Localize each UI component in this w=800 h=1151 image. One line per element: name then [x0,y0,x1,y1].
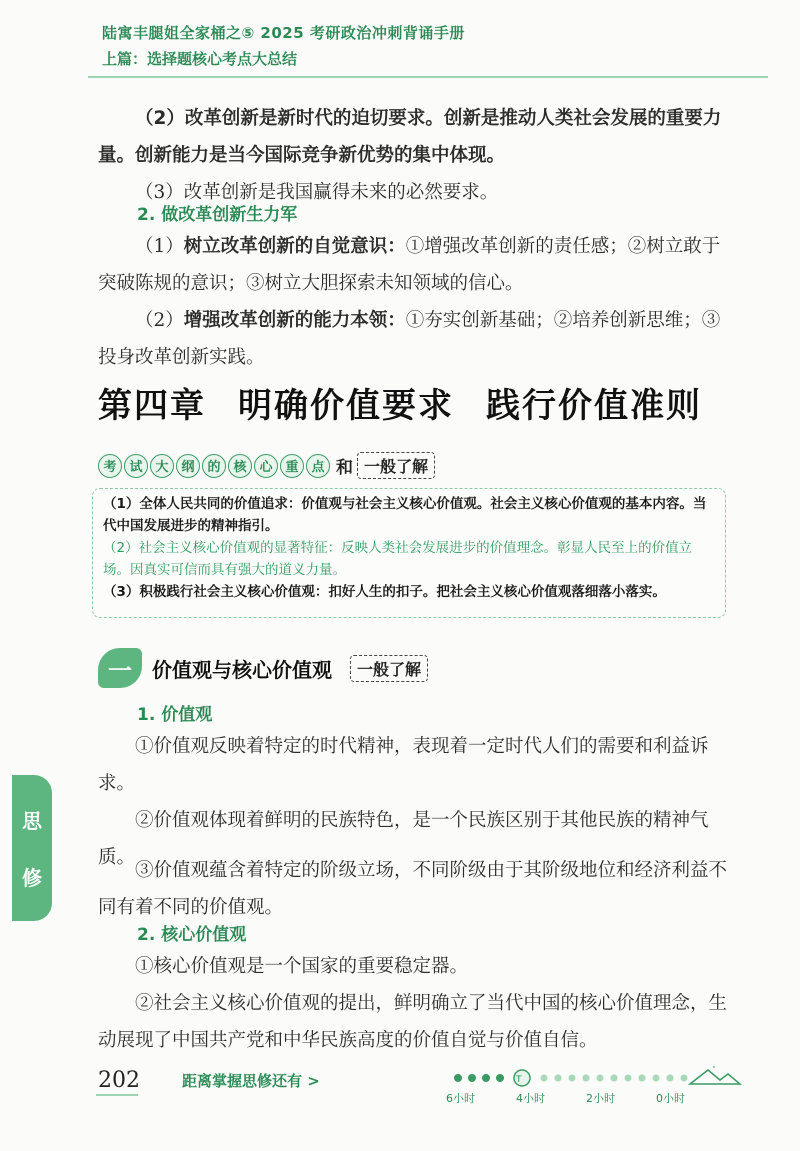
outline-point-1: （1）全体人民共同的价值追求：价值观与社会主义核心价值观。社会主义核心价值观的基本内容。当代中国发展进步的精神指引。 [103,496,707,534]
paragraph-core-1: ①核心价值观是一个国家的重要稳定器。 [135,956,469,977]
paragraph-awareness [98,228,730,302]
outline-label-row [98,452,435,479]
progress-caption: 距离掌握思修还有 > [182,1072,320,1090]
chapter-title-part1: 明确价值要求 [238,386,454,426]
progress-dot [482,1074,490,1082]
progress-tick-label: 0小时 [656,1092,685,1105]
outline-char: 纲 [176,454,200,478]
progress-tick-label: 2小时 [586,1092,615,1105]
progress-dot [625,1075,632,1082]
runner-icon [514,1070,530,1086]
outline-char: 核 [228,454,252,478]
item-prefix: （2） [135,310,184,331]
item-key: 树立改革创新的自觉意识： [183,236,406,257]
subheading-innovation-force: 2. 做改革创新生力军 [137,205,298,225]
chapter-number: 第四章 [98,386,206,426]
progress-dot [496,1074,504,1082]
section-title: 价值观与核心价值观 [152,657,332,682]
progress-dot [583,1075,590,1082]
side-tab-char: 修 [22,866,42,890]
outline-char: 大 [150,454,174,478]
outline-char: 心 [254,454,278,478]
paragraph-ability [98,302,730,376]
paragraph-core-2: ②社会主义核心价值观的提出，鲜明确立了当代中国的核心价值理念，生动展现了中国共产党和中华民族高度的价值自觉与价值自信。 [98,993,728,1051]
side-tab-char: 思 [22,809,42,833]
subject-side-tab [12,775,52,921]
outline-point-3: （3）积极践行社会主义核心价值观：扣好人生的扣子。把社会主义核心价值观落细落小落实。 [103,584,666,600]
item-prefix: （1） [135,236,184,257]
progress-tick-label: 4小时 [516,1092,545,1105]
part-title: 上篇：选择题核心考点大总结 [102,50,298,68]
progress-dot [681,1075,688,1082]
page-number: 202 [98,1068,140,1093]
general-understanding-tag: 一般了解 [350,655,428,682]
chapter-title-part2: 践行价值准则 [486,386,702,426]
paragraph-value-3: ③价值观蕴含着特定的阶级立场，不同阶级由于其阶级地位和经济利益不同有着不同的价值观。 [98,860,728,918]
progress-tick-label: 6小时 [446,1092,475,1105]
progress-dot [569,1075,576,1082]
progress-dot [597,1075,604,1082]
paragraph-innovation-future: （3）改革创新是我国赢得未来的必然要求。 [135,182,499,203]
paragraph-value-2: ②价值观体现着鲜明的民族特色，是一个民族区别于其他民族的精神气质。 [98,810,709,868]
progress-dot [555,1075,562,1082]
paragraph-value-1: ①价值观反映着特定的时代精神，表现着一定时代人们的需要和利益诉求。 [98,736,709,794]
item-text: ①增强改革创新的责任感；②树立敢于突破陈规的意识；③树立大胆探索未知领域的信心。 [98,236,721,294]
progress-dot [468,1074,476,1082]
outline-box [92,488,726,618]
outline-char: 的 [202,454,226,478]
progress-dot [454,1074,462,1082]
svg-text:T: T [516,1075,522,1085]
progress-dot [541,1075,548,1082]
mountain-flag-icon [690,1066,740,1084]
page-number-underline [96,1094,138,1096]
item-text: ①夯实创新基础；②培养创新思维；③投身改革创新实践。 [98,310,721,368]
section-heading [98,648,428,688]
book-title: 陆寓丰腿姐全家桶之⑤ 2025 考研政治冲刺背诵手册 [102,24,465,42]
outline-char: 重 [280,454,304,478]
outline-and: 和 [336,458,353,478]
outline-char: 试 [124,454,148,478]
progress-dot [639,1075,646,1082]
progress-dot [611,1075,618,1082]
outline-char: 点 [306,454,330,478]
outline-char: 考 [98,454,122,478]
section-number-badge: 一 [98,648,142,688]
paragraph-innovation-requirement: （2）改革创新是新时代的迫切要求。创新是推动人类社会发展的重要力量。创新能力是当今国际竞争新优势的集中体现。 [98,108,722,166]
subheading-core-values: 2. 核心价值观 [137,925,247,945]
general-understanding-tag: 一般了解 [357,452,435,479]
item-key: 增强改革创新的能力本领： [183,310,406,331]
chapter-title [0,378,800,427]
subheading-values: 1. 价值观 [137,705,213,725]
progress-dot [667,1075,674,1082]
outline-point-2: （2）社会主义核心价值观的显著特征：反映人类社会发展进步的价值理念。彰显人民至上的价值立场。因真实可信而具有强大的道义力量。 [103,540,693,578]
page-header [88,14,768,78]
progress-dot [653,1075,660,1082]
